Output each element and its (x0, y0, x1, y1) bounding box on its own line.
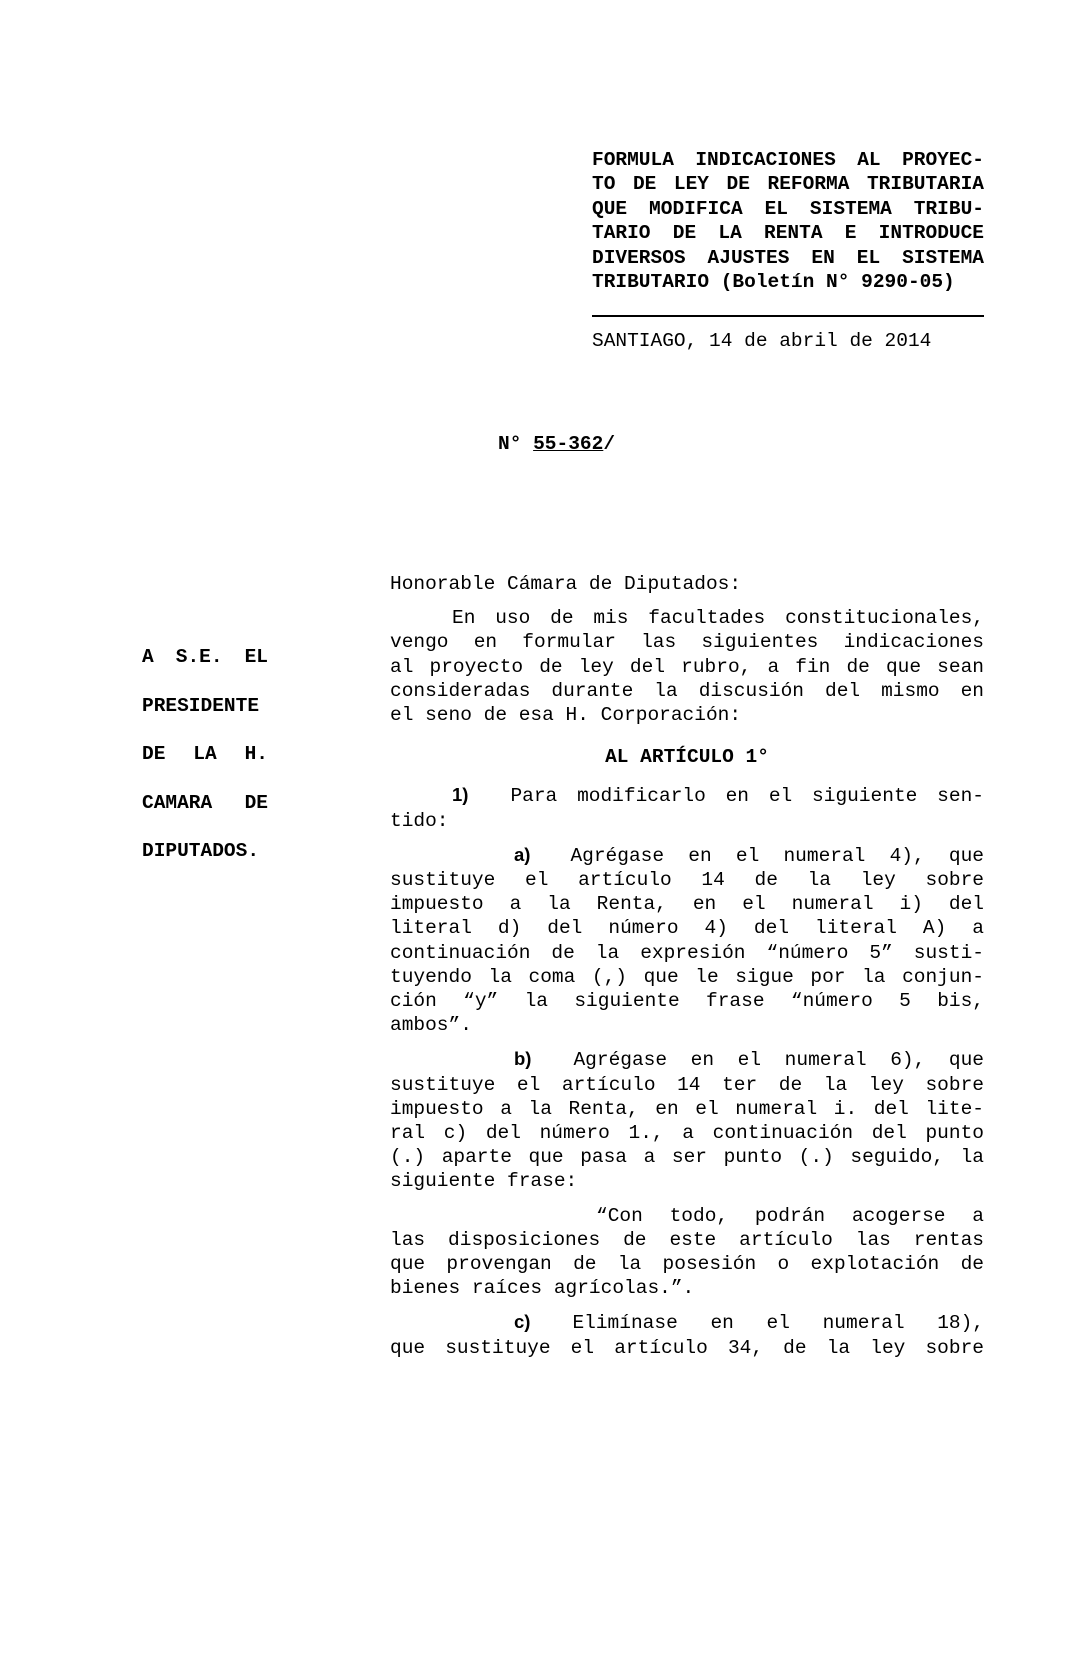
item-text: Agrégase en el numeral 6), que (573, 1049, 984, 1072)
item-line: ambos”. (390, 1014, 472, 1037)
item-line (390, 843, 984, 868)
salutation-text: Honorable Cámara de Diputados: (390, 573, 742, 595)
item-a (390, 843, 984, 1038)
intro-line: el seno de esa H. Corporación: (390, 704, 742, 727)
quoted-text (390, 1204, 984, 1301)
title-line: DIVERSOS AJUSTES EN EL SISTEMA (592, 246, 984, 269)
recipient-block (142, 645, 268, 888)
intro-line: consideradas durante la discusión del mismo en (390, 679, 984, 702)
intro-paragraph (390, 606, 984, 727)
intro-line: En uso de mis facultades constitucionales, (452, 607, 984, 630)
title-line: TO DE LEY DE REFORMA TRIBUTARIA (592, 173, 984, 196)
item-line: tuyendo la coma (,) que le sigue por la conjun- (390, 965, 984, 988)
salutation (390, 572, 984, 596)
quote-line: las disposiciones de este artículo las rentas (390, 1228, 984, 1251)
recipient-line: DIPUTADOS. (142, 840, 260, 862)
item-line (390, 1310, 984, 1335)
item-c (390, 1310, 984, 1359)
item-line: sustituye el artículo 14 de la ley sobre (390, 869, 984, 892)
item-line: impuesto a la Renta, en el numeral i) del (390, 893, 984, 916)
title-line: TRIBUTARIO (Boletín N° 9290-05) (592, 271, 955, 294)
item-line: siguiente frase: (390, 1170, 578, 1193)
item-text: Para modificarlo en el siguiente sen- (510, 785, 984, 808)
item-label: 1) (452, 784, 469, 806)
item-line: impuesto a la Renta, en el numeral i. del lite- (390, 1097, 984, 1120)
document-body (390, 572, 984, 1370)
item-line (390, 1047, 984, 1072)
item-b (390, 1047, 984, 1193)
item-line: literal d) del número 4) del literal A) a (390, 917, 984, 940)
title-line: FORMULA INDICACIONES AL PROYEC- (592, 149, 984, 171)
item-line: (.) aparte que pasa a ser punto (.) seguido, la (390, 1146, 984, 1169)
oficio-number (498, 433, 615, 455)
item-line: ral c) del número 1., a continuación del punto (390, 1122, 984, 1145)
item-line: tido: (390, 809, 449, 832)
recipient-line: DE LA H. (142, 743, 268, 765)
intro-line: al proyecto de ley del rubro, a fin de que sean (390, 655, 984, 678)
oficio-prefix: N° (498, 433, 534, 455)
quote-line: “Con todo, podrán acogerse a (596, 1204, 984, 1227)
item-line: sustituye el artículo 14 ter de la ley sobre (390, 1073, 984, 1096)
document-title (592, 148, 984, 294)
item-label: c) (514, 1311, 531, 1333)
article-heading: AL ARTÍCULO 1° (605, 746, 769, 769)
item-text: Agrégase en el numeral 4), que (570, 844, 984, 867)
item-line: que sustituye el artículo 34, de la ley sobre (390, 1336, 984, 1359)
oficio-number-value: 55-362 (533, 433, 604, 455)
document-date: SANTIAGO, 14 de abril de 2014 (592, 330, 932, 352)
title-line: TARIO DE LA RENTA E INTRODUCE (592, 222, 984, 245)
title-line: QUE MODIFICA EL SISTEMA TRIBU- (592, 197, 984, 220)
item-text: Elimínase en el numeral 18), (572, 1312, 984, 1335)
item-line: continuación de la expresión “número 5” susti- (390, 941, 984, 964)
recipient-line: A S.E. EL (142, 646, 268, 668)
item-line (390, 783, 984, 808)
quote-line: bienes raíces agrícolas.”. (390, 1277, 695, 1300)
item-line: ción “y” la siguiente frase “número 5 bis, (390, 990, 984, 1013)
intro-line: vengo en formular las siguientes indicaciones (390, 631, 984, 654)
oficio-suffix: / (603, 433, 616, 455)
recipient-line: CAMARA DE (142, 791, 268, 814)
recipient-line: PRESIDENTE (142, 694, 260, 717)
item-label: b) (514, 1048, 532, 1070)
item-label: a) (514, 843, 531, 865)
title-divider (592, 315, 984, 317)
quote-line: que provengan de la posesión o explotación de (390, 1253, 984, 1276)
item-1 (390, 783, 984, 832)
